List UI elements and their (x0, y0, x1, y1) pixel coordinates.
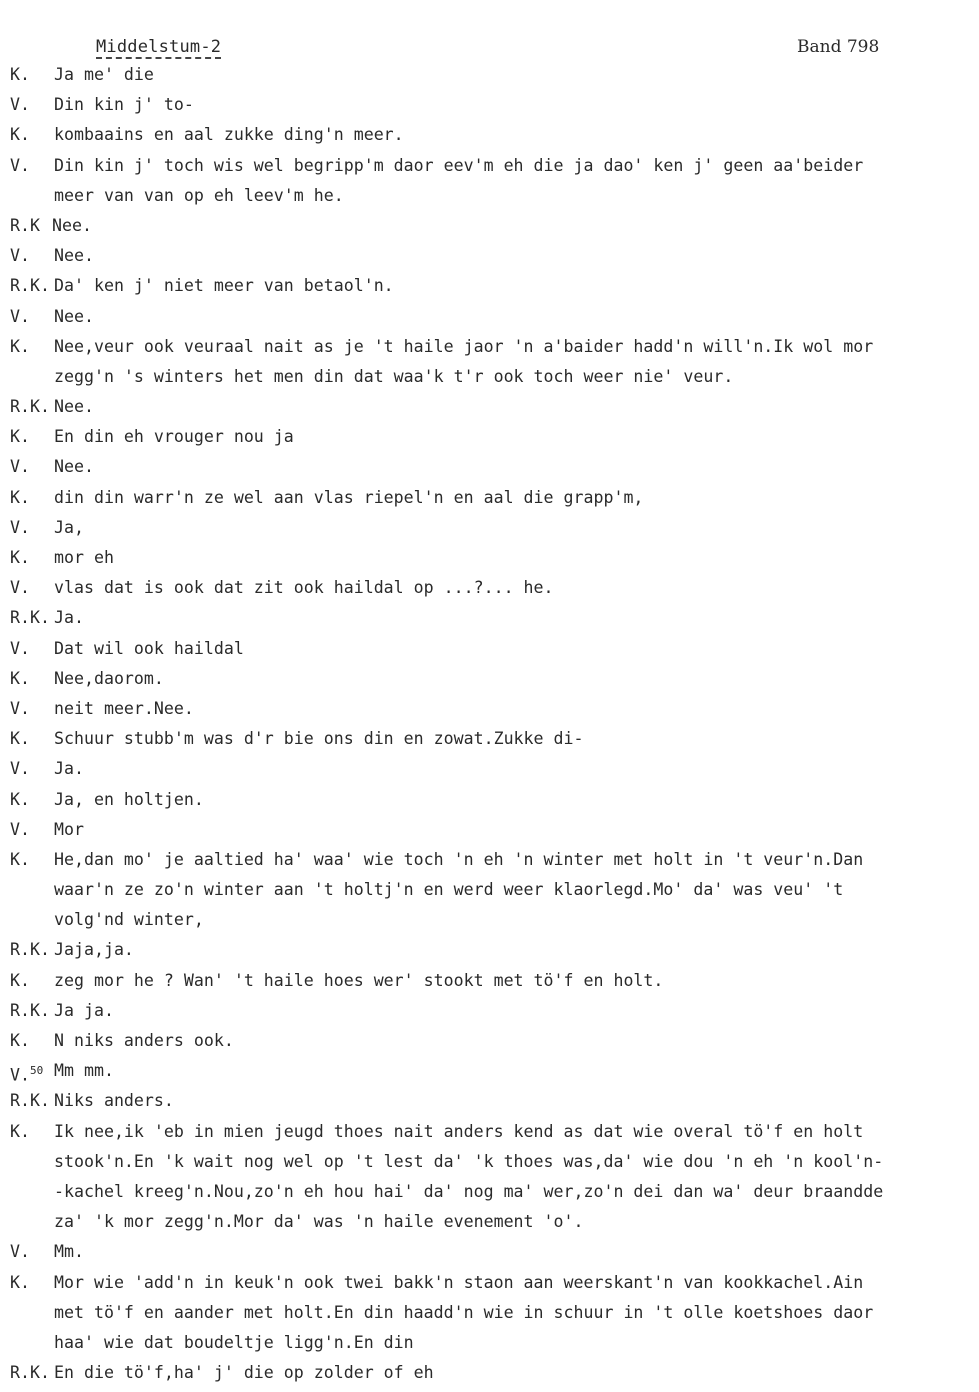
speaker-label: R.K. (10, 1000, 50, 1020)
utterance-text: Ik nee,ik 'eb in mien jeugd thoes nait anders kend as dat wie overal tö'f en holt (54, 1121, 864, 1141)
speaker-label: V. (10, 155, 30, 175)
transcript-line (0, 241, 979, 271)
transcript-line (0, 1237, 979, 1267)
transcript-line (0, 1026, 979, 1056)
speaker-label: R.K. (10, 608, 50, 628)
utterance-text: Nee,daorom. (54, 668, 164, 688)
transcript-line (0, 1207, 979, 1237)
utterance-text: Ja, (54, 517, 84, 537)
transcript-line (0, 452, 979, 482)
utterance-text: Nee. (54, 306, 94, 326)
transcript-line (0, 211, 979, 241)
utterance-text: Niks anders. (54, 1091, 174, 1111)
speaker-label: V. (10, 306, 30, 326)
transcript-line (0, 1117, 979, 1147)
transcript-line (0, 392, 979, 422)
utterance-text: Ja. (54, 608, 84, 628)
speaker-label: R.K. (10, 1363, 50, 1383)
transcript-line (0, 1147, 979, 1177)
transcript-line (0, 724, 979, 754)
transcript-line (0, 1328, 979, 1358)
speaker-label: K. (10, 729, 30, 749)
utterance-text: neit meer.Nee. (54, 698, 194, 718)
utterance-text: -kachel kreeg'n.Nou,zo'n eh hou hai' da' nog ma' wer,zo'n dei dan wa' deur braandde (54, 1181, 884, 1201)
band-number: Band 798 (797, 37, 880, 57)
speaker-label: R.K (10, 215, 40, 235)
transcript-line (0, 966, 979, 996)
transcript-line (0, 302, 979, 332)
speaker-label: K. (10, 1272, 30, 1292)
utterance-text: Mor wie 'add'n in keuk'n ook twei bakk'n staon aan weerskant'n van kookkachel.Ain (54, 1272, 864, 1292)
utterance-text: Nee. (54, 457, 94, 477)
speaker-label: K. (10, 970, 30, 990)
speaker-label: R.K. (10, 276, 50, 296)
transcript-line (0, 151, 979, 181)
utterance-text: Din kin j' toch wis wel begripp'm daor eev'm eh die ja dao' ken j' geen aa'beider (54, 155, 864, 175)
margin-number: 50 (29, 1064, 44, 1078)
utterance-text: waar'n ze zo'n winter aan 't holtj'n en werd weer klaorlegd.Mo' da' was veu' 't (54, 880, 844, 900)
transcript-line (0, 875, 979, 905)
speaker-label: V. (10, 819, 30, 839)
speaker-label: K. (10, 849, 30, 869)
transcript-line (0, 664, 979, 694)
utterance-text: Nee. (52, 215, 92, 235)
speaker-label: V. (10, 517, 30, 537)
transcript-line (0, 1358, 979, 1388)
speaker-label: V. (10, 759, 30, 779)
transcript-line (0, 181, 979, 211)
utterance-text: En din eh vrouger nou ja (54, 427, 294, 447)
utterance-text: zeg mor he ? Wan' 't haile hoes wer' stookt met tö'f en holt. (54, 970, 664, 990)
transcript-body (0, 60, 979, 1388)
speaker-label: V. (10, 95, 30, 115)
transcript-line (0, 422, 979, 452)
transcript-line (0, 332, 979, 362)
transcript-line (0, 815, 979, 845)
utterance-text: Ja. (54, 759, 84, 779)
utterance-text: Schuur stubb'm was d'r bie ons din en zowat.Zukke di- (54, 729, 584, 749)
speaker-label: K. (10, 336, 30, 356)
utterance-text: Din kin j' to- (54, 95, 194, 115)
utterance-text: mor eh (54, 548, 114, 567)
speaker-label: K. (10, 548, 30, 567)
utterance-text: din din warr'n ze wel aan vlas riepel'n en aal die grapp'm, (54, 487, 644, 507)
utterance-text: vlas dat is ook dat zit ook haildal op ...?... he. (54, 578, 554, 598)
transcript-line (0, 1056, 979, 1086)
transcript-line (0, 513, 979, 543)
utterance-text: volg'nd winter, (54, 910, 204, 930)
transcript-line (0, 271, 979, 301)
utterance-text: Ja ja. (54, 1000, 114, 1020)
speaker-label: V. (10, 1242, 30, 1262)
transcript-line (0, 1298, 979, 1328)
transcript-line (0, 785, 979, 815)
utterance-text: Ja me' die (54, 65, 154, 84)
utterance-text: za' 'k mor zegg'n.Mor da' was 'n haile evenement 'o'. (54, 1212, 584, 1232)
speaker-label: V. (10, 698, 30, 718)
transcript-line (0, 60, 979, 90)
location-header: Middelstum-2 (96, 37, 222, 57)
utterance-text: Mm mm. (54, 1061, 114, 1081)
transcript-line (0, 1086, 979, 1116)
speaker-label: V. (10, 457, 30, 477)
utterance-text: Nee. (54, 397, 94, 417)
speaker-label: V.$^{50}$ (10, 1064, 44, 1085)
utterance-text: haa' wie dat boudeltje ligg'n.En din (54, 1332, 414, 1352)
speaker-label: K. (10, 487, 30, 507)
speaker-label: K. (10, 668, 30, 688)
utterance-text: Mm. (54, 1242, 84, 1262)
transcript-line (0, 996, 979, 1026)
utterance-text: Jaja,ja. (54, 940, 134, 960)
speaker-label: R.K. (10, 940, 50, 960)
utterance-text: Da' ken j' niet meer van betaol'n. (54, 276, 394, 296)
speaker-label: K. (10, 427, 30, 447)
utterance-text: Mor (54, 819, 84, 839)
utterance-text: meer van van op eh leev'm he. (54, 185, 344, 205)
transcript-line (0, 905, 979, 935)
transcript-line (0, 603, 979, 633)
speaker-label: R.K. (10, 397, 50, 417)
utterance-text: N niks anders ook. (54, 1031, 234, 1050)
speaker-label: K. (10, 65, 30, 84)
transcript-line (0, 543, 979, 573)
utterance-text: Nee,veur ook veuraal nait as je 't haile jaor 'n a'baider hadd'n will'n.Ik wol mor (54, 336, 874, 356)
utterance-text: kombaains en aal zukke ding'n meer. (54, 125, 404, 145)
utterance-text: zegg'n 's winters het men din dat waa'k t'r ook toch weer nie' veur. (54, 366, 734, 386)
speaker-label: V. (10, 246, 30, 266)
speaker-label: K. (10, 125, 30, 145)
transcript-line (0, 573, 979, 603)
speaker-label: K. (10, 1031, 30, 1050)
transcript-line (0, 120, 979, 150)
utterance-text: En die tö'f,ha' j' die op zolder of eh (54, 1363, 434, 1383)
transcript-line (0, 845, 979, 875)
transcript-line (0, 754, 979, 784)
utterance-text: Nee. (54, 246, 94, 266)
speaker-label: K. (10, 789, 30, 809)
utterance-text: He,dan mo' je aaltied ha' waa' wie toch 'n eh 'n winter met holt in 't veur'n.Dan (54, 849, 864, 869)
utterance-text: Dat wil ook haildal (54, 638, 244, 658)
transcript-line (0, 1268, 979, 1298)
utterance-text: Ja, en holtjen. (54, 789, 204, 809)
speaker-label: R.K. (10, 1091, 50, 1111)
speaker-label: V. (10, 578, 30, 598)
transcript-line (0, 935, 979, 965)
speaker-label: K. (10, 1121, 30, 1141)
transcript-line (0, 362, 979, 392)
utterance-text: met tö'f en aander met holt.En din haadd'n wie in schuur in 't olle koetshoes daor (54, 1302, 874, 1322)
utterance-text: stook'n.En 'k wait nog wel op 't lest da' 'k thoes was,da' wie dou 'n eh 'n kool'n- (54, 1151, 884, 1171)
speaker-label: V. (10, 638, 30, 658)
transcript-line (0, 1177, 979, 1207)
transcript-line (0, 483, 979, 513)
transcript-line (0, 694, 979, 724)
transcript-line (0, 90, 979, 120)
transcript-line (0, 634, 979, 664)
